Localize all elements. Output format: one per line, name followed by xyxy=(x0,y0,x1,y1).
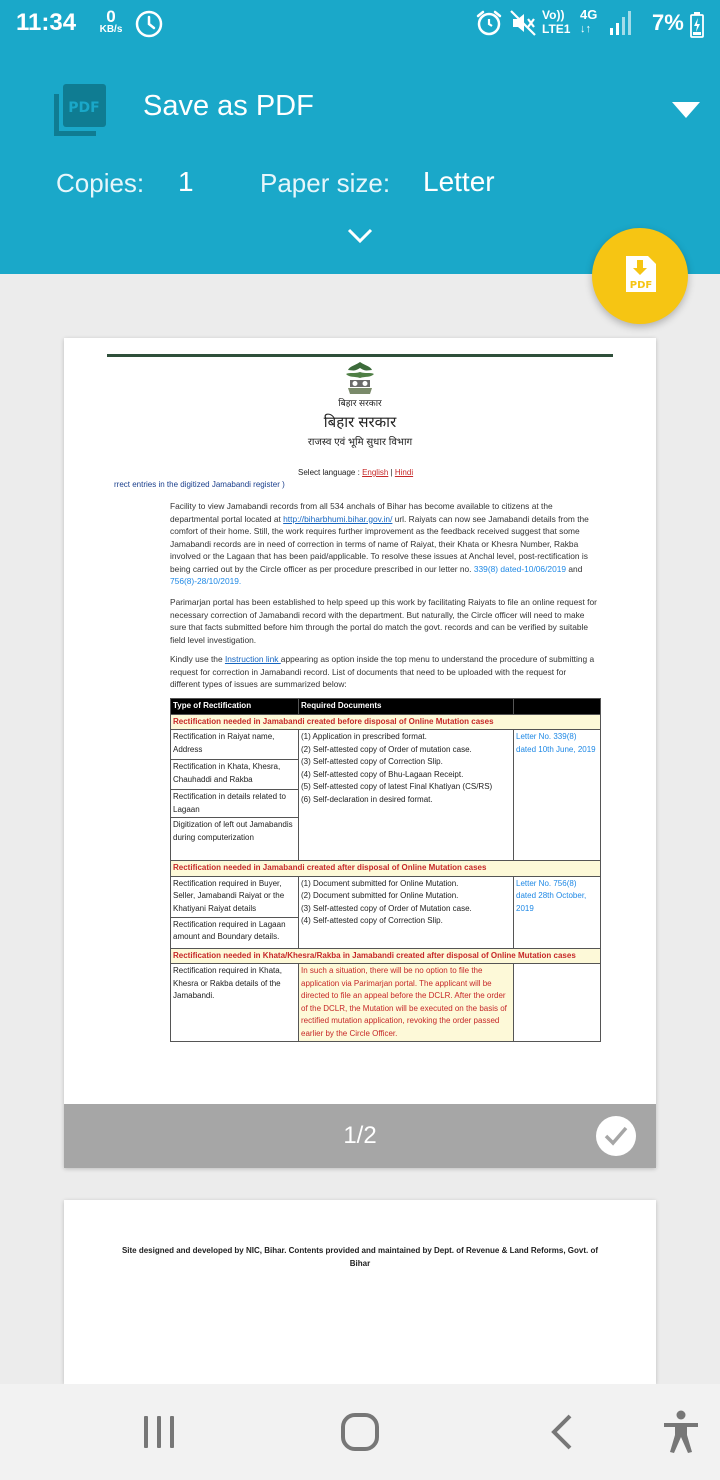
network-speed-unit: KB/s xyxy=(99,24,123,35)
column-header-documents: Required Documents xyxy=(299,699,514,715)
recent-apps-icon[interactable] xyxy=(140,1414,178,1450)
network-speed-value: 0 xyxy=(106,7,116,26)
table-section-row xyxy=(171,714,601,730)
intro-paragraph xyxy=(170,500,598,588)
printer-name[interactable]: Save as PDF xyxy=(143,90,314,122)
section-heading-1: Rectification needed in Jamabandi created before disposal of Online Mutation cases xyxy=(171,714,601,730)
mute-icon xyxy=(508,8,538,38)
page-preview-1[interactable] xyxy=(64,338,656,1168)
para3-text-b: appearing as option inside the top menu to understand the procedure of submitting a request for correction in Jamabandi record. List of documents that need to be uploaded with the request for different types of issues are summarized below: xyxy=(170,654,595,689)
site-footer-text: Site designed and developed by NIC, Bihar. Contents provided and maintained by Dept. of Revenue & Land Reforms, Govt. of Bihar xyxy=(121,1246,599,1268)
biharbhumi-link[interactable]: http://biharbhumi.bihar.gov.in/ xyxy=(283,513,393,524)
home-icon[interactable] xyxy=(340,1412,380,1452)
site-subtitle: राजस्व एवं भूमि सुधार विभाग xyxy=(307,437,413,448)
letter-ref-1[interactable]: 339(8) dated-10/06/2019 xyxy=(473,563,567,574)
section1-doc-1: (1) Application in prescribed format. xyxy=(301,732,427,741)
section1-documents-cell xyxy=(299,730,514,861)
bihar-emblem-icon xyxy=(340,360,380,396)
section2-doc-3: (3) Self-attested copy of Order of Mutation case. xyxy=(301,903,472,913)
para1-text-a: Facility to view Jamabandi records from all 534 anchals of Bihar has become available to citizens at the departmental portal located at xyxy=(170,501,553,524)
instruction-link[interactable]: Instruction link xyxy=(224,654,281,664)
alarm-icon xyxy=(474,8,504,38)
copies-value[interactable]: 1 xyxy=(178,166,194,197)
section2-doc-1: (1) Document submitted for Online Mutation. xyxy=(301,878,459,888)
pdf-download-icon xyxy=(622,254,658,294)
network-type xyxy=(580,8,597,36)
expand-options-chevron-icon[interactable] xyxy=(347,228,373,244)
section1-doc-6: (6) Self-declaration in desired format. xyxy=(301,794,433,804)
emblem-caption: बिहार सरकार xyxy=(338,398,382,408)
page-select-checkbox[interactable] xyxy=(596,1116,636,1156)
page-footer-bar xyxy=(64,1104,656,1168)
section1-doc-4: (4) Self-attested copy of Bhu-Lagaan Receipt. xyxy=(301,769,464,779)
section2-types-cell xyxy=(171,876,299,948)
language-english-link[interactable]: English xyxy=(362,468,389,477)
svg-text:PDF: PDF xyxy=(68,100,100,116)
section1-type-2: Rectification in Khata, Khesra, Chauhaddi and Rakba xyxy=(171,760,298,790)
download-pdf-button[interactable] xyxy=(592,228,688,324)
table-row xyxy=(171,964,601,1042)
language-selector xyxy=(298,468,413,477)
section1-doc-5: (5) Self-attested copy of latest Final Khatiyan (CS/RS) xyxy=(301,782,493,791)
section3-note: In such a situation, there will be no option to file the application via Parimarjan portal. The applicant will be directed to file an appeal before the DCLR. After the order of the DCLR, the Mutation will be executed on the basis of rectified mutation application, revoking the order passed earlier by the Circle Officer. xyxy=(299,964,514,1042)
para3-text-a: Kindly use the xyxy=(170,654,225,664)
printer-dropdown-icon[interactable] xyxy=(672,102,700,118)
section1-letter-ref[interactable]: Letter No. 339(8) dated 10th June, 2019 xyxy=(514,730,601,861)
volte-indicator xyxy=(542,8,570,36)
language-label: Select language : xyxy=(298,468,360,477)
section3-type-1: Rectification required in Khata, Khesra or Rakba details of the Jamabandi. xyxy=(171,964,299,1042)
section1-type-3: Rectification in details related to Lagaan xyxy=(171,790,298,818)
table-section-row xyxy=(171,948,601,964)
letter-ref-2[interactable]: 756(8)-28/10/2019. xyxy=(170,576,242,586)
parimarjan-paragraph: Parimarjan portal has been established to help speed up this work by facilitating Raiyats to file an online request for necessary correction of Jamabandi record with the department. But naturally, the Circle officer will need to make sure that facts submitted before him through the portal do match the govt. records and can be verified by suitable field level investigation. xyxy=(170,597,597,645)
accessibility-icon[interactable] xyxy=(662,1410,700,1454)
section1-type-4: Digitization of left out Jamabandis during computerization xyxy=(173,820,293,842)
marquee-text: rrect entries in the digitized Jamabandi register ) xyxy=(114,480,285,489)
section-heading-3: Rectification needed in Khata/Khesra/Rakba in Jamabandi created after disposal of Online Mutation cases xyxy=(171,948,601,964)
section2-doc-2: (2) Document submitted for Online Mutation. xyxy=(301,891,459,900)
section2-doc-4: (4) Self-attested copy of Correction Slip. xyxy=(301,916,443,925)
page-preview-2[interactable] xyxy=(64,1200,656,1384)
section3-empty-cell xyxy=(514,964,601,1042)
language-hindi-link[interactable]: Hindi xyxy=(394,468,414,477)
paper-size-label: Paper size: xyxy=(260,168,391,198)
column-header-type: Type of Rectification xyxy=(171,699,299,715)
status-time: 11:34 xyxy=(16,9,77,36)
fab-label: PDF xyxy=(629,280,653,291)
navigation-bar xyxy=(0,1384,720,1480)
paper-size-value[interactable]: Letter xyxy=(423,166,495,197)
data-arrows-icon: ↓↑ xyxy=(580,23,591,35)
battery-percent: 7% xyxy=(652,10,684,35)
section2-type-2: Rectification required in Lagaan amount and Boundary details. xyxy=(173,919,286,941)
site-title: बिहार सरकार xyxy=(323,414,397,431)
page-top-divider xyxy=(107,354,613,357)
para1-and: and xyxy=(566,563,583,574)
status-bar xyxy=(0,0,720,48)
section1-doc-3: (3) Self-attested copy of Correction Slip. xyxy=(301,757,443,766)
table-row xyxy=(171,730,601,861)
section1-doc-2: (2) Self-attested copy of Order of mutation case. xyxy=(301,744,472,754)
battery-charging-icon xyxy=(690,12,704,38)
pdf-printer-icon xyxy=(52,82,108,138)
page-indicator: 1/2 xyxy=(343,1122,377,1149)
section2-type-1: Rectification required in Buyer, Seller, Jamabandi Raiyat or the Khatiyani Raiyat details xyxy=(171,877,298,918)
section1-types-cell xyxy=(171,730,299,861)
instruction-paragraph xyxy=(170,653,598,691)
section-heading-2: Rectification needed in Jamabandi created after disposal of Online Mutation cases xyxy=(171,861,601,877)
copies-label: Copies: xyxy=(56,168,145,198)
table-row xyxy=(171,876,601,948)
volte-label: Vo)) xyxy=(542,8,565,22)
table-section-row xyxy=(171,861,601,877)
rectification-table xyxy=(170,698,601,1042)
network-type-label: 4G xyxy=(580,7,598,22)
table-header-row xyxy=(171,699,601,715)
para1-text-b: url. Raiyats can now see Jamabandi details from the comfort of their home. Still, the work requires further improvement as the feedback received suggest that some Jamabandi records are in need of correction in terms of name of Raiyat, their Khata or Khesra Number, Rakba involved or the Lagaan that has been paid/applicable. To resolve these issues at Anchal level, post-rectification is being carried out by the Circle officer as per procedure prescribed in our letter no. xyxy=(170,513,589,574)
clock-icon xyxy=(134,9,164,39)
section2-documents-cell xyxy=(299,876,514,948)
language-separator: | xyxy=(390,468,393,477)
checkmark-icon xyxy=(604,1125,628,1147)
back-icon[interactable] xyxy=(548,1414,574,1450)
section2-letter-ref[interactable]: Letter No. 756(8) dated 28th October, 2019 xyxy=(514,876,601,948)
section1-type-1: Rectification in Raiyat name, Address xyxy=(171,730,298,760)
signal-icon xyxy=(608,8,634,38)
lte-label: LTE1 xyxy=(542,22,571,36)
column-header-reference xyxy=(514,699,601,715)
network-speed xyxy=(96,8,126,35)
